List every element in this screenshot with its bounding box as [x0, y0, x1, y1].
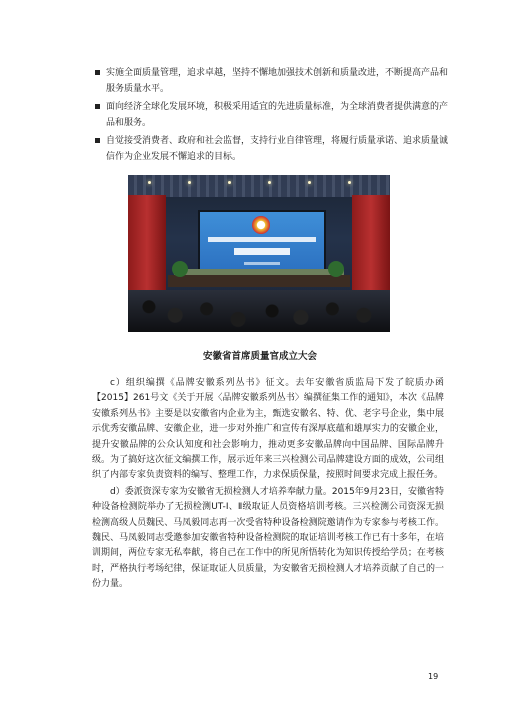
page-number: 19 [428, 672, 439, 681]
ceiling-lamp-icon [348, 181, 351, 184]
square-bullet-icon [95, 104, 100, 109]
ceiling-lamp-icon [228, 181, 231, 184]
bullet-item [92, 133, 452, 165]
conference-photo [128, 175, 390, 332]
ceiling [128, 175, 390, 197]
screen-banner [244, 262, 280, 265]
plant-icon [328, 261, 344, 277]
screen-banner [234, 248, 290, 255]
ceiling-lamp-icon [188, 181, 191, 184]
plant-icon [172, 261, 188, 277]
photo-caption: 安徽省首席质量官成立大会 [202, 351, 317, 362]
bullet-item [92, 99, 452, 131]
square-bullet-icon [95, 70, 100, 75]
left-curtain [128, 195, 166, 305]
paragraph: d）委派资深专家为安徽省无损检测人才培养奉献力量。2015年9月23日，安徽省特种设备检测院举办了无损检测UT-Ⅰ、Ⅱ级取证人员资格培训考核。三兴检测公司资深无损检测高级人员魏民、马凤毅同志再一次受省特种设备检测院邀请作为专家参与考核工作。魏民、马凤毅同志受邀参加安徽省特种设备检测院的取证培训考核工作已有十多年，在培训期间，两位专家无私奉献，将自己在工作中的所见所悟转化为知识传授给学员；在考核时，严格执行考场纪律，保证取证人员质量，为安徽省无损检测人才培养贡献了自己的一份力量。 [92, 486, 444, 590]
ceiling-lamp-icon [308, 181, 311, 184]
projection-screen [198, 210, 326, 278]
bullet-text: 面向经济全球化发展环境，积极采用适宜的先进质量标准，为全球消费者提供满意的产品和服务。 [106, 102, 449, 128]
bullet-text: 实施全面质量管理，追求卓越，坚持不懈地加强技术创新和质量改进，不断提高产品和服务质量水平。 [106, 68, 449, 94]
emblem-icon [252, 216, 270, 234]
screen-banner [208, 237, 316, 242]
ceiling-lamp-icon [148, 181, 151, 184]
ceiling-lamp-icon [268, 181, 271, 184]
paragraph: c）组织编撰《品牌安徽系列丛书》征文。去年安徽省质监局下发了皖质办函【2015】261号文《关于开展〈品牌安徽系列丛书〉编撰征集工作的通知》，本次《品牌安徽系列丛书》主要是以安徽省内企业为主，甄选安徽名、特、优、老字号企业，集中展示优秀安徽品牌、安徽企业，进一步对外推广和宣传有深厚底蕴和雄厚实力的安徽企业，提升安徽品牌的公众认知度和社会影响力，推动更多安徽品牌向中国品牌、国际品牌升级。为了搞好这次征文编撰工作，展示近年来三兴检测公司品牌建设方面的成效，公司组织了内部专家负责资料的编写、整理工作，力求保质保量，按照时间要求完成上报任务。 [92, 378, 444, 481]
bullet-list [92, 65, 452, 167]
square-bullet-icon [95, 138, 100, 143]
audience [128, 290, 390, 332]
body-text [92, 376, 444, 594]
stage [168, 275, 350, 287]
bullet-text: 自觉接受消费者、政府和社会监督，支持行业自律管理，将履行质量承诺、追求质量诚信作为企业发展不懈追求的目标。 [106, 136, 449, 162]
bullet-item [92, 65, 452, 97]
right-curtain [352, 195, 390, 305]
